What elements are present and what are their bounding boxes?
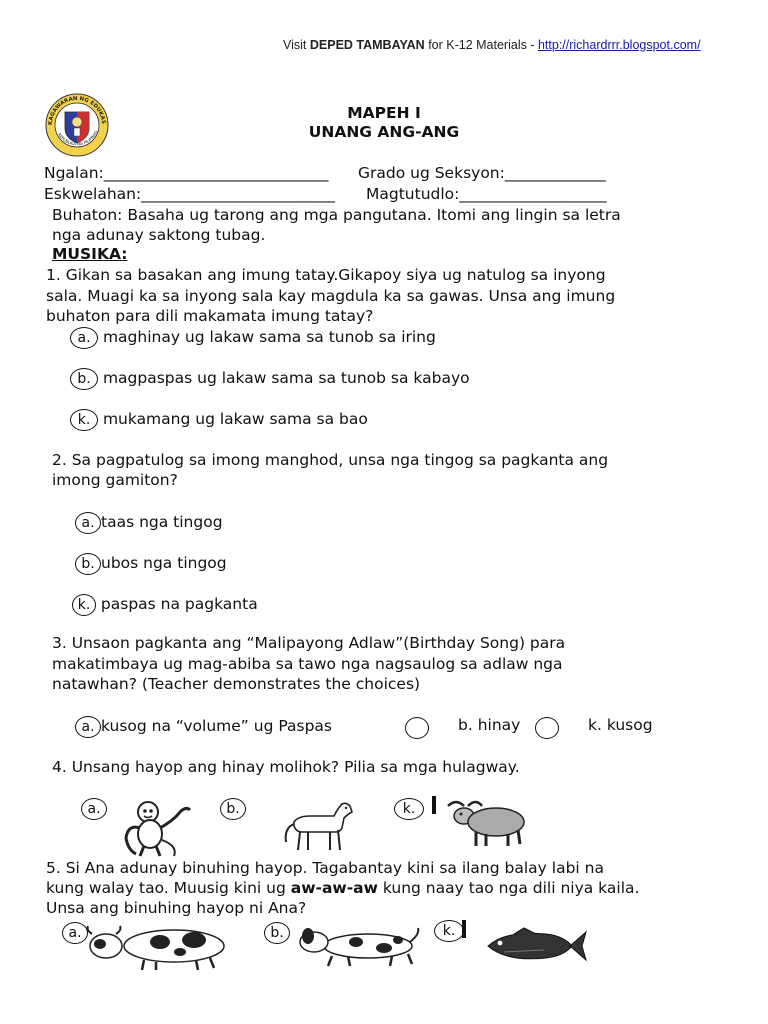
- q1-line2: sala. Muagi ka sa inyong sala kay magdula ka sa gawas. Unsa ang imung: [46, 287, 616, 305]
- q3-choice-b-bubble[interactable]: [405, 717, 429, 739]
- monkey-image: [120, 798, 192, 862]
- q5-k-mark: [462, 920, 466, 938]
- q1-line1: 1. Gikan sa basakan ang imung tatay.Gikapoy siya ug natulog sa inyong: [46, 266, 606, 284]
- title-subject: MAPEH I: [347, 104, 421, 122]
- q2-choice-k-text: paspas na pagkanta: [96, 595, 258, 613]
- seal-bottom-text: REPUBLIKA NG PILIPINAS: [56, 129, 99, 147]
- q1-line3: buhaton para dili makamata imung tatay?: [46, 307, 374, 325]
- header-for: for K-12 Materials -: [428, 38, 535, 52]
- q5-bark-word: aw-aw-aw: [290, 879, 378, 897]
- header-note: [283, 38, 701, 52]
- q1-choice-a[interactable]: [70, 327, 436, 349]
- q2-choice-a-text: taas nga tingog: [101, 513, 223, 531]
- header-link[interactable]: http://richardrrr.blogspot.com/: [537, 38, 701, 52]
- q3-line1: 3. Unsaon pagkanta ang “Malipayong Adlaw”(Birthday Song) para: [52, 634, 566, 652]
- fish-image: [484, 926, 588, 970]
- q3-choice-a[interactable]: [75, 716, 332, 738]
- q3-choice-b-text: b. hinay: [458, 716, 521, 734]
- q2-choice-b[interactable]: [75, 553, 227, 575]
- q4-choice-b[interactable]: [220, 798, 246, 820]
- q5-choice-k-bubble[interactable]: k.: [434, 920, 464, 942]
- q1-choice-k[interactable]: [70, 409, 368, 431]
- carabao-image: [446, 798, 528, 854]
- header-visit: Visit: [283, 38, 307, 52]
- q5-choice-k[interactable]: [434, 920, 464, 942]
- q4-choice-a-bubble[interactable]: a.: [81, 798, 107, 820]
- q3-choice-a-text: kusog na “volume” ug Paspas: [101, 717, 332, 735]
- q2-choice-a-bubble[interactable]: a.: [75, 512, 101, 534]
- school-field[interactable]: Eskwelahan:_________________________: [44, 185, 335, 203]
- q4-choice-a[interactable]: [81, 798, 107, 820]
- q3-line3: natawhan? (Teacher demonstrates the choices): [52, 675, 421, 693]
- dog-image: [292, 924, 422, 972]
- q1-choice-b-bubble[interactable]: b.: [70, 368, 98, 390]
- q2-choice-k-bubble[interactable]: k.: [72, 594, 96, 616]
- q4-choice-b-bubble[interactable]: b.: [220, 798, 246, 820]
- q5-choice-b-bubble[interactable]: b.: [264, 922, 290, 944]
- q2-choice-b-bubble[interactable]: b.: [75, 553, 101, 575]
- q5-line3: Unsa ang binuhing hayop ni Ana?: [46, 899, 307, 917]
- q5-line2-pre: kung walay tao. Muusig kini ug: [46, 879, 291, 897]
- q3-choice-k-bubble[interactable]: [535, 717, 559, 739]
- q4-choice-k[interactable]: [394, 798, 424, 820]
- q2-line2: imong gamiton?: [52, 471, 178, 489]
- q5-choice-a-bubble[interactable]: a.: [62, 922, 88, 944]
- q5-line2: [46, 879, 639, 897]
- q3-line2: makatimbaya ug mag-abiba sa tawo nga nagsaulog sa adlaw nga: [52, 655, 563, 673]
- name-field[interactable]: Ngalan:_____________________________: [44, 164, 329, 182]
- section-heading: MUSIKA:: [52, 245, 128, 263]
- q1-choice-b[interactable]: [70, 368, 470, 390]
- grade-section-field[interactable]: Grado ug Seksyon:_____________: [358, 164, 606, 182]
- q1-choice-k-text: mukamang ug lakaw sama sa bao: [102, 410, 368, 428]
- q1-choice-k-bubble[interactable]: k.: [70, 409, 98, 431]
- cow-image: [84, 924, 230, 976]
- horse-image: [280, 798, 358, 858]
- q4-choice-k-bubble[interactable]: k.: [394, 798, 424, 820]
- q1-choice-b-text: magpaspas ug lakaw sama sa tunob sa kabayo: [102, 369, 470, 387]
- q2-choice-a[interactable]: [75, 512, 223, 534]
- instructions-line2: nga adunay saktong tubag.: [52, 226, 266, 244]
- q1-choice-a-bubble[interactable]: a.: [70, 327, 98, 349]
- q5-choice-b[interactable]: [264, 922, 290, 944]
- q2-choice-b-text: ubos nga tingog: [101, 554, 227, 572]
- seal-ring-text: KAGAWARAN NG EDUKAS: [47, 95, 107, 126]
- title-quarter: UNANG ANG-ANG: [308, 123, 460, 141]
- q3-choice-k-text: k. kusog: [588, 716, 653, 734]
- q2-choice-k[interactable]: [72, 594, 258, 616]
- q4-question: 4. Unsang hayop ang hinay molihok? Pilia sa mga hulagway.: [52, 758, 520, 776]
- q4-k-mark: [432, 796, 436, 814]
- q1-choice-a-text: maghinay ug lakaw sama sa tunob sa iring: [102, 328, 436, 346]
- q3-choice-a-bubble[interactable]: a.: [75, 716, 101, 738]
- header-brand: DEPED TAMBAYAN: [309, 38, 425, 52]
- q2-line1: 2. Sa pagpatulog sa imong manghod, unsa nga tingog sa pagkanta ang: [52, 451, 609, 469]
- q5-line1: 5. Si Ana adunay binuhing hayop. Tagabantay kini sa ilang balay labi na: [46, 859, 604, 877]
- teacher-field[interactable]: Magtutudlo:___________________: [366, 185, 607, 203]
- instructions-line1: Buhaton: Basaha ug tarong ang mga pangutana. Itomi ang lingin sa letra: [52, 206, 621, 224]
- q5-line2-post: kung naay tao nga dili niya kaila.: [377, 879, 640, 897]
